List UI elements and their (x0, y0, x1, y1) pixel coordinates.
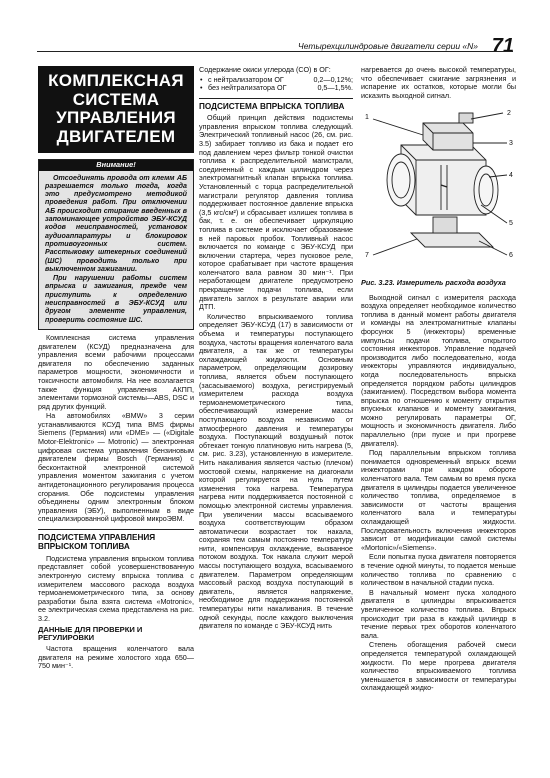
body-paragraph: Общий принцип действия подсистемы управления впрыском топлива следующий. Электрический топливный насос (26, см. рис. 3.5) забирает топливо из бака и подает его под давлением через фильтр тонкой очистки топлива к распределительной магистрали, соединенный с каждым цилиндром через электромагнитный клапан впрыска топлива. Установленный с торца распределительной магистрали регулятор давления топлива поддерживает постоянное давление впрыска (3,5 кгс/см²) и сбрасывает излишек топлива в бак, т. е. он обеспечивает циркуляцию топлива в системе и исключает образование в ней паровых пробок. Топливный насос включается по команде с ЭБУ-КСУД при включении стартера, через пусковое реле, которое срабатывает при частоте вращения коленчатого вала равном 30 мин⁻¹. При неработающем двигателе предусмотрено прекращение подачи топлива, если двигатель заглох в результате аварии или ДТП. (199, 113, 353, 312)
body-paragraph: Под параллельным впрыском топлива понимается одновременный впрыск всеми инжекторами при каждом обороте коленчатого вала. Тем самым во время пуска двигателя в цилиндры подается увеличенное количество топлива, определяемое в зависимости от частоты вращения коленчатого вала и температуры охлаждающей жидкости. Последовательность включения инжекторов зависит от модификации самой системы «Mortonic»/«Siemens». (361, 448, 516, 552)
list-item-label: с нейтрализатором ОГ (208, 74, 284, 84)
section-heading: ПОДСИСТЕМА ВПРЫСКА ТОПЛИВА (199, 98, 353, 111)
running-header: Четырехцилиндровые двигатели серии «N» (298, 41, 478, 51)
figure-callout: 6 (509, 252, 513, 260)
header-rule (37, 51, 513, 52)
figure-callout: 2 (507, 110, 511, 118)
figure-caption: Рис. 3.23. Измеритель расхода воздуха (361, 277, 506, 287)
list-item (199, 84, 353, 93)
warning-body (39, 171, 193, 329)
figure-callout: 1 (365, 114, 369, 122)
body-paragraph: нагревается до очень высокой температуры, что обеспечивает сжигание загрязнения и испарение их остатков, которые могли бы исказить выходной сигнал. (361, 65, 516, 100)
body-paragraph: На автомобилях «BMW» 3 серии устанавливаются КСУД типа BMS фирмы Siemens (Германия) или «DME» — («Digitale Motor-Elektronic» — Motronic) — электронная цифровая система управления бензиновым двигателем фирмы Bosch (Германия) с бесконтактной электронной системой управления моментом зажигания с учетом антидетонационного регулирования процесса сгорания. Обе подсистемы управления объединены одним электронным блоком управления (ЭБУ), выполненным в виде специализированной цифровой микроЭВМ. (38, 411, 194, 524)
column-left (38, 66, 194, 672)
column-middle (199, 66, 353, 632)
figure-callout: 3 (509, 140, 513, 148)
page-number: 71 (491, 35, 514, 57)
list-item-value: 0,5—1,5%. (317, 83, 353, 93)
warning-heading: Внимание! (39, 160, 193, 171)
chapter-title: КОМПЛЕКСНАЯ СИСТЕМА УПРАВЛЕНИЯ ДВИГАТЕЛЕМ (38, 66, 194, 153)
warning-paragraph: При нарушении работы систем впрыска и зажигания, прежде чем приступить к определению неисправностей в ЭБУ-КСУД или другом элементе управления, проверить состояние ШС. (45, 274, 187, 324)
co-content-list (199, 76, 353, 93)
body-paragraph: Степень обогащения рабочей смеси определяется температурой охлаждающей жидкости. По мере прогрева двигателя количество впрыскиваемого топлива уменьшается в зависимости от температуры охлаждающей жидко- (361, 640, 516, 693)
figure-callout: 7 (365, 252, 369, 260)
figure-callout: 5 (509, 220, 513, 228)
body-paragraph: Выходной сигнал с измерителя расхода воздуха определяет необходимое количество топлива в данный момент работы двигателя и команды на электромагнитные клапаны форсунок 5 (инжекторы) временные импульсы подачи топлива, открытого состояния инжекторов. Управление подачей производится либо последовательно, когда инжекторы управляются индивидуально, когда последовательность впрыска определяется порядком работы цилиндров (зажиганием). Посредством выбора момента впрыска по отношению к моменту открытия впускных клапанов и моменту зажигания, можно регулировать параметры ОГ, мощность и экономичность двигателя. Либо параллельно (при пуске и при прогреве двигателя). (361, 292, 516, 448)
body-paragraph: Комплексная система управления двигателем (КСУД) предназначена для управления всеми рабочими процессами двигателя по обеспечению заданных параметров мощности, экономичности и токсичности автомобиля. На нее возлагается также функция управления АКПП, элементами тормозной системы—ABS, DSC и ряд других функций. (38, 332, 194, 411)
body-paragraph: Если попытка пуска двигателя повторяется в течение одной минуты, то подается меньше количество топлива по сравнению с количеством в начальной стадии пуска. (361, 552, 516, 588)
body-paragraph: Количество впрыскиваемого топлива определяет ЭБУ-КСУД (17) в зависимости от объема и температуры поступающего воздуха, частоты вращения коленчатого вала двигателя, а так же от температуры охлаждающей жидкости. Основным параметром, определяющим дозировку топлива, является объем поступающего (засасываемого) воздуха, регистрируемый измерителем расхода воздуха термоанемометрического типа, обеспечивающий измерение массы поступающего воздуха независимо от атмосферного давления и температуры воздуха. Поступающий воздушный поток обтекает тонкую платиновую нить нагрева (5, см. рис. 3.23), установленную в измерителе. Нить накаливания является частью (плечом) мостовой схемы, напряжение на диагонали которой регулируется на нуль путем изменения тока нагрева. Температура нагрева нити поддерживается постоянной с помощью электронной системы управления. При увеличении массы всасываемого воздуха соответствующим образом автоматически возрастает ток накала, сохраняя тем самым постоянно температуру нити, компенсируя охлаждение, вызванное потоком воздуха. Ток накала служит мерой массы поступающего воздуха, всасываемого двигателем. Параметром определяющим массовый расход воздуха поступающий в двигатель, является напряжение, необходимое для поддержания постоянной температуры нити накаливания. В течение одной секунды, после каждого выключения двигателя по команде с ЭБУ-КСУД нить (199, 311, 353, 631)
body-paragraph: Подсистема управления впрыском топлива представляет собой усовершенствованную электронную систему впрыска топлива с измерителем массового расхода воздуха термоанемометрического типа, за основу разработки была взята система «Motronic», ее электрическая схема представлена на рис. 3.2. (38, 553, 194, 623)
figure-callout: 4 (509, 172, 513, 180)
warning-paragraph: Отсоединять провода от клемм АБ разрешается только тогда, когда это предусмотрено методикой проведения работ. При отключении АБ происходит стирание введенных в запоминающее устройство ЭБУ-КСУД кодов неисправностей, установок аудиоаппаратуры и блокировок противоугонных систем. Расстыковку штекерных соединений (ШС) проводить только при выключенном зажигании. (45, 173, 187, 273)
subsection-heading: ДАННЫЕ ДЛЯ ПРОВЕРКИ И РЕГУЛИРОВКИ (38, 624, 143, 643)
air-flow-meter-figure (361, 105, 516, 273)
body-paragraph: Частота вращения коленчатого вала двигателя на режиме холостого хода 650—750 мин⁻¹. (38, 644, 194, 671)
column-right (361, 66, 516, 694)
section-heading: ПОДСИСТЕМА УПРАВЛЕНИЯ ВПРЫСКОМ ТОПЛИВА (38, 529, 194, 552)
warning-box (38, 159, 194, 330)
body-paragraph: В начальный момент пуска холодного двигателя в цилиндры впрыскивается увеличенное количество топлива. Впрыск происходит три раза в каждый цилиндр в течение первых трех оборотов коленчатого вала. (361, 587, 516, 640)
list-item-label: без нейтрализатора ОГ (208, 83, 287, 93)
list-item-value: 0,2—0,12%; (313, 74, 353, 84)
body-paragraph: Содержание окиси углерода (СО) в ОГ: (199, 65, 331, 74)
